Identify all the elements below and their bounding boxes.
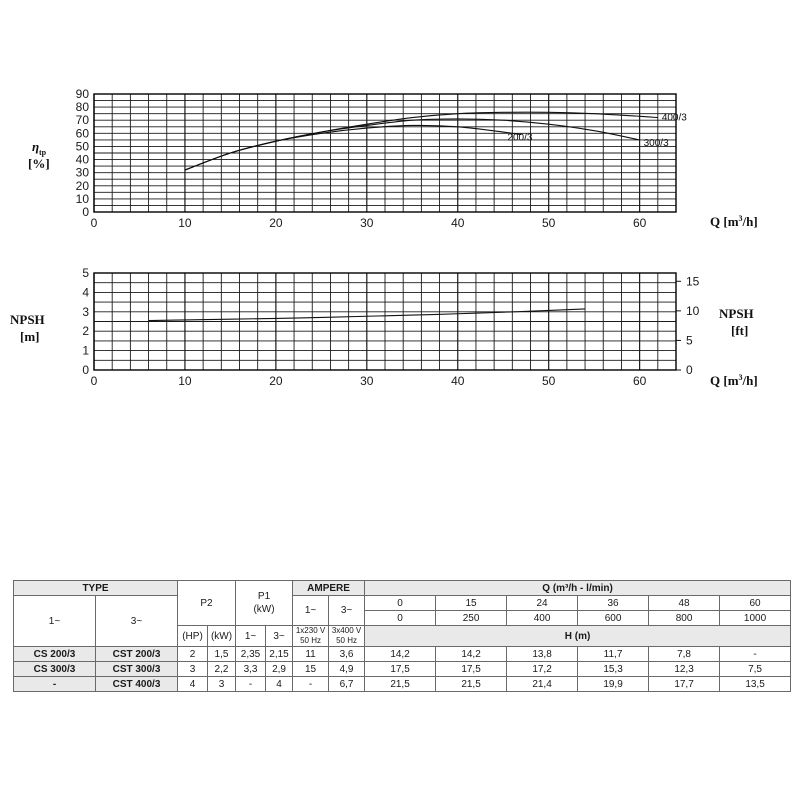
p1-unit: (kW)	[253, 604, 275, 615]
y-tick-label: 10	[75, 191, 89, 206]
q-lmin-cell: 1000	[720, 611, 791, 626]
p2-header: P2	[178, 581, 236, 626]
head-cell: 13,8	[507, 647, 578, 662]
q-m3h-cell: 60	[720, 596, 791, 611]
ampere-three-cell: 6,7	[329, 677, 365, 692]
head-cell: 21,4	[507, 677, 578, 692]
efficiency-x-label-end: /h]	[742, 214, 758, 229]
ampere-single-cell: 11	[293, 647, 329, 662]
p1-single-cell: 2,35	[236, 647, 266, 662]
x-tick-label: 0	[90, 374, 98, 388]
performance-table	[13, 580, 791, 692]
efficiency-y-ticks	[76, 87, 90, 219]
voltage-single-phase	[293, 626, 329, 647]
y-tick-label: 2	[82, 324, 89, 339]
x-tick-label: 30	[360, 216, 374, 230]
q-m3h-cell: 0	[365, 596, 436, 611]
model-three-phase: CST 400/3	[96, 677, 178, 692]
table-row	[14, 677, 791, 692]
model-single-phase: CS 300/3	[14, 662, 96, 677]
efficiency-curve-label: 400/3	[661, 112, 687, 124]
y-tick-label: 90	[75, 87, 89, 101]
head-cell: 17,7	[649, 677, 720, 692]
model-single-phase: CS 200/3	[14, 647, 96, 662]
ampere-header: AMPERE	[293, 581, 365, 596]
head-cell: 21,5	[436, 677, 507, 692]
y-tick-label: 0	[82, 205, 89, 219]
y-tick-label: 0	[82, 363, 89, 377]
ampere-single-cell: 15	[293, 662, 329, 677]
ampere-single-cell: -	[293, 677, 329, 692]
npsh-x-label-main: Q [m	[710, 373, 739, 388]
p2-hp-cell: 2	[178, 647, 208, 662]
head-cell: 13,5	[720, 677, 791, 692]
q-m3h-cell: 15	[436, 596, 507, 611]
npsh-x-label-end: /h]	[742, 373, 758, 388]
voltage-three-phase-v: 3x400 V	[331, 626, 362, 635]
p2-kw-cell: 1,5	[208, 647, 236, 662]
q-header: Q (m³/h - l/min)	[365, 581, 791, 596]
head-cell: 14,2	[365, 647, 436, 662]
efficiency-x-label-main: Q [m	[710, 214, 739, 229]
efficiency-chart	[28, 87, 758, 230]
efficiency-curve-200-3	[185, 125, 521, 170]
y-tick-label: 60	[75, 126, 89, 141]
ampere-three-cell: 4,9	[329, 662, 365, 677]
y-tick-label: 40	[75, 152, 89, 167]
efficiency-curve-label: 200/3	[507, 132, 533, 144]
x-tick-label: 40	[451, 374, 465, 388]
head-cell: 11,7	[578, 647, 649, 662]
head-cell: 7,5	[720, 662, 791, 677]
npsh-y-ticks-right	[676, 274, 700, 377]
x-tick-label: 50	[542, 374, 556, 388]
y-tick-label: 4	[82, 285, 89, 300]
npsh-y-ticks	[82, 266, 89, 377]
table-row	[14, 662, 791, 677]
npsh-y-label-left-2: [m]	[20, 329, 40, 344]
efficiency-x-ticks	[91, 216, 647, 230]
q-m3h-cell: 48	[649, 596, 720, 611]
efficiency-y-label-unit: [%]	[28, 156, 50, 171]
p1-three-cell: 2,9	[266, 662, 293, 677]
npsh-x-ticks	[91, 374, 647, 388]
q-lmin-cell: 0	[365, 611, 436, 626]
y-tick-label: 5	[82, 266, 89, 280]
x-tick-label: 30	[360, 374, 374, 388]
q-lmin-cell: 800	[649, 611, 720, 626]
npsh-x-label	[710, 373, 758, 388]
p1-single-cell: 3,3	[236, 662, 266, 677]
head-cell: 17,2	[507, 662, 578, 677]
voltage-single-phase-hz: 50 Hz	[300, 636, 321, 645]
efficiency-curve-label: 300/3	[643, 137, 669, 149]
head-cell: 14,2	[436, 647, 507, 662]
voltage-single-phase-v: 1x230 V	[295, 626, 326, 635]
x-tick-label: 0	[90, 216, 98, 230]
voltage-three-phase	[329, 626, 365, 647]
y-tick-label: 70	[75, 113, 89, 128]
x-tick-label: 60	[632, 374, 647, 388]
y-tick-label: 20	[75, 178, 89, 193]
x-tick-label: 10	[178, 374, 192, 388]
npsh-chart	[10, 266, 758, 388]
q-lmin-cell: 400	[507, 611, 578, 626]
p1-single-cell: -	[236, 677, 266, 692]
x-tick-label: 20	[269, 216, 283, 230]
ampere-three-cell: 3,6	[329, 647, 365, 662]
head-cell: 12,3	[649, 662, 720, 677]
type-header: TYPE	[14, 581, 178, 596]
q-lmin-cell: 250	[436, 611, 507, 626]
npsh-x-label-sup: 3	[738, 373, 743, 382]
table-row	[14, 647, 791, 662]
voltage-three-phase-hz: 50 Hz	[336, 636, 357, 645]
model-three-phase: CST 300/3	[96, 662, 178, 677]
type-single-phase: 1~	[14, 596, 96, 647]
q-m3h-cell: 24	[507, 596, 578, 611]
npsh-y-label-right-1: NPSH	[719, 306, 754, 321]
p2-kw-cell: 2,2	[208, 662, 236, 677]
ampere-single-phase: 1~	[293, 596, 329, 626]
p1-three-phase-header: 3~	[266, 626, 293, 647]
npsh-y-label-left-1: NPSH	[10, 312, 45, 327]
p2-hp-cell: 3	[178, 662, 208, 677]
x-tick-label: 50	[542, 216, 556, 230]
efficiency-y-label-symbol: η	[32, 139, 40, 154]
head-cell: -	[720, 647, 791, 662]
efficiency-y-label-sub: tp	[39, 148, 47, 157]
ampere-three-phase: 3~	[329, 596, 365, 626]
x-tick-label: 10	[178, 216, 192, 230]
efficiency-x-label	[710, 214, 758, 229]
head-cell: 21,5	[365, 677, 436, 692]
y-tick-label: 3	[82, 304, 89, 319]
model-three-phase: CST 200/3	[96, 647, 178, 662]
y-tick-label: 50	[75, 139, 89, 154]
x-tick-label: 20	[269, 374, 283, 388]
right-y-tick-label: 10	[686, 303, 700, 318]
p1-three-cell: 4	[266, 677, 293, 692]
y-tick-label: 1	[82, 343, 89, 358]
head-cell: 7,8	[649, 647, 720, 662]
p1-three-cell: 2,15	[266, 647, 293, 662]
y-tick-label: 80	[75, 100, 89, 115]
head-cell: 19,9	[578, 677, 649, 692]
p2-kw-cell: 3	[208, 677, 236, 692]
q-lmin-cell: 600	[578, 611, 649, 626]
npsh-grid	[94, 273, 676, 370]
x-tick-label: 60	[632, 216, 647, 230]
head-cell: 17,5	[365, 662, 436, 677]
p1-header	[236, 581, 293, 626]
x-tick-label: 40	[451, 216, 465, 230]
npsh-y-label-right-2: [ft]	[731, 323, 749, 338]
type-three-phase: 3~	[96, 596, 178, 647]
efficiency-x-label-sup: 3	[738, 214, 743, 223]
right-y-tick-label: 5	[686, 333, 693, 348]
y-tick-label: 30	[75, 165, 89, 180]
head-cell: 15,3	[578, 662, 649, 677]
p2-hp-header: (HP)	[178, 626, 208, 647]
p2-kw-header: (kW)	[208, 626, 236, 647]
efficiency-grid	[94, 94, 676, 212]
q-m3h-cell: 36	[578, 596, 649, 611]
right-y-tick-label: 15	[686, 274, 700, 289]
head-cell: 17,5	[436, 662, 507, 677]
p2-hp-cell: 4	[178, 677, 208, 692]
head-header: H (m)	[365, 626, 791, 647]
right-y-tick-label: 0	[686, 363, 693, 377]
p1-label: P1	[257, 591, 271, 602]
model-single-phase: -	[14, 677, 96, 692]
p1-single-phase-header: 1~	[236, 626, 266, 647]
